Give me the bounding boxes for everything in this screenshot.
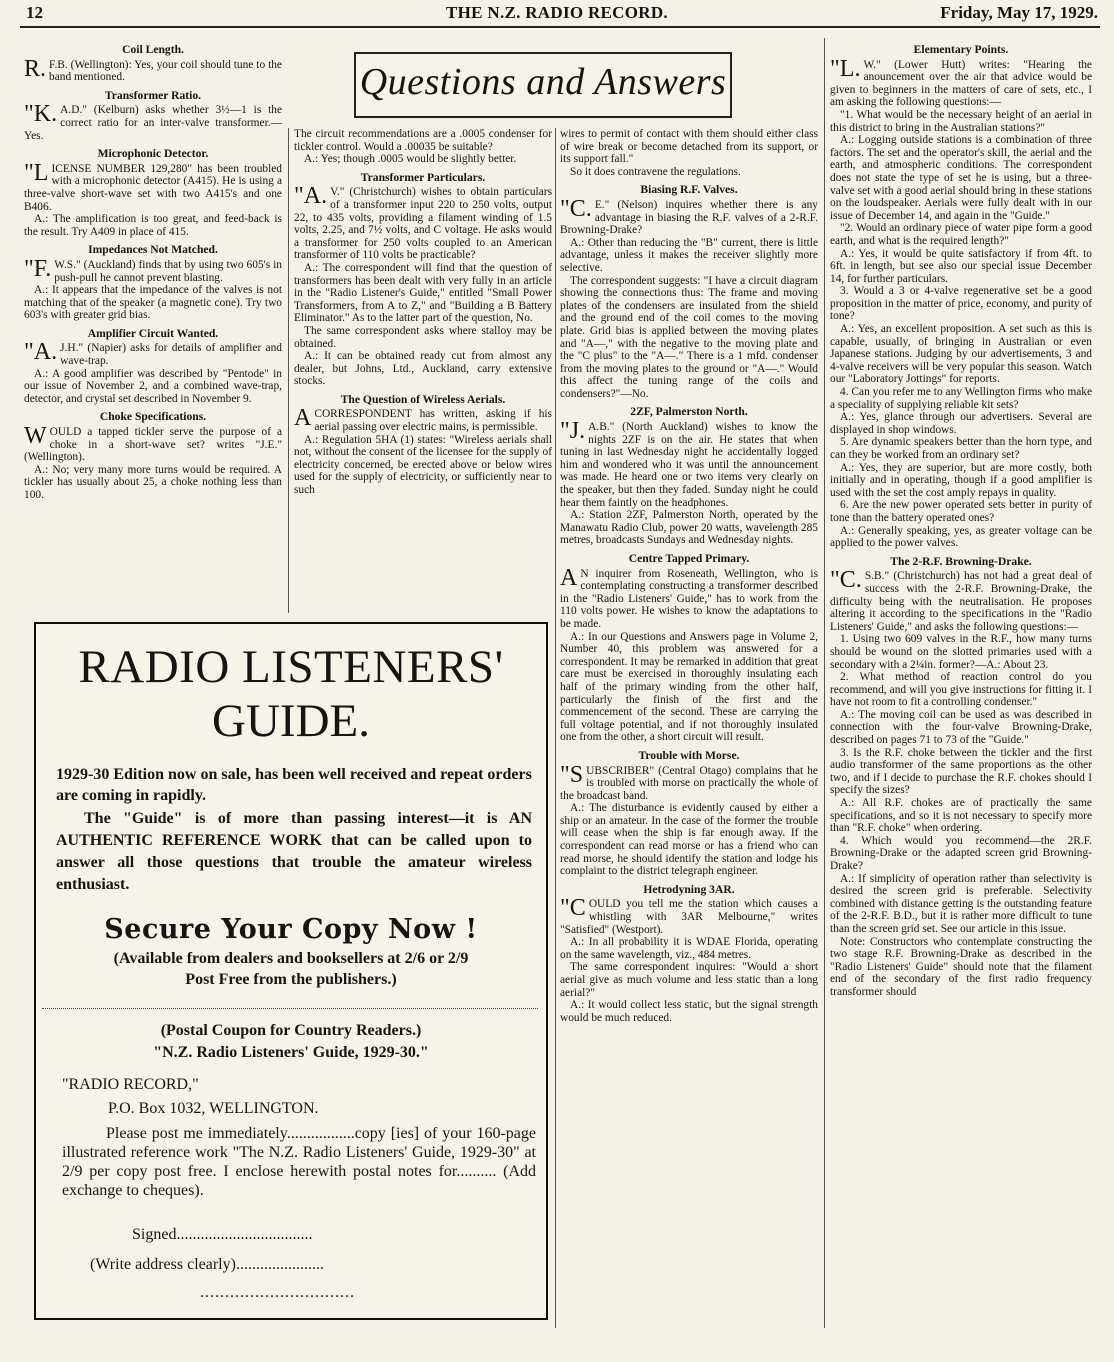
article-paragraph: 6. Are the new power operated sets better in purity of tone than the battery operated ones?: [830, 499, 1092, 524]
ad-title: GUIDE.: [212, 695, 370, 747]
article-paragraph: Note: Constructors who contemplate constructing the two stage R.F. Browning-Drake as described in the "Radio Listeners' Guide" should note that the filament end of the secondary of the first radio frequency transformer should: [830, 935, 1092, 998]
article-question: "C.S.B." (Christchurch) has not had a great deal of success with the 2-R.F. Browning-Drake, the difficulty being with the neutralisation. He proposes altering it according to the specifications in the "Radio Listeners' Guide," and asks the following questions:—: [830, 567, 1092, 633]
article-heading: Amplifier Circuit Wanted.: [87, 326, 219, 340]
ad-paragraph: 1929-30 Edition now on sale, has been well received and repeat orders are coming in rapidly.: [56, 766, 532, 804]
coupon-subheading: "N.Z. Radio Listeners' Guide, 1929-30.": [153, 1044, 429, 1061]
article-heading: Choke Specifications.: [99, 410, 207, 424]
ad-title: RADIO LISTENERS': [78, 641, 504, 693]
article-heading: Coil Length.: [122, 43, 184, 56]
article-paragraph: A.: All R.F. chokes are of practically the same specifications, and so it is not necessary to specify more than "R.F. choke" when ordering.: [830, 797, 1092, 835]
article-continuation: wires to permit of contact with them should either class of wire break or become detached from its support, or its support fall.": [560, 128, 818, 166]
article-heading: Impedances Not Matched.: [88, 243, 218, 257]
article-paragraph: A.: Yes, it would be quite satisfactory if from 4ft. to 6ft. in length, but see also our special issue December 14, for further particulars.: [830, 247, 1092, 285]
article-heading: Transformer Ratio.: [104, 88, 202, 102]
article-question: R.F.B. (Wellington): Yes, your coil should tune to the band mentioned.: [24, 55, 282, 84]
article-heading: The 2-R.F. Browning-Drake.: [890, 554, 1032, 568]
article-question: "COULD you tell me the station which causes a whistling with 3AR Melbourne," writes "Satisfied" (Westport).: [560, 895, 818, 936]
article-paragraph: A.: Station 2ZF, Palmerston North, operated by the Manawatu Radio Club, power 20 watts, wavelength 285 metres, broadcasts Sundays and Wednesday nights.: [560, 509, 818, 547]
article-paragraph: A.: Yes, they are superior, but are more costly, both initially and in operating, though if a good amplifier is used with the set the cost amply repays in quality.: [830, 461, 1092, 499]
article-paragraph: A.: No; very many more turns would be required. A tickler has usually about 25, a choke nothing less than 100.: [24, 463, 282, 501]
column-3: [560, 128, 818, 1320]
article-paragraph: 1. Using two 609 valves in the R.F., how many turns should be wound on the slotted primaries used with a secondary with a 2¼in. former?—A.: About 23.: [830, 633, 1092, 671]
article-paragraph: A.: It appears that the impedance of the valves is not matching that of the speaker (a magnetic cone). Try two 603's with greater grid bias.: [24, 284, 282, 322]
section-title-box: [354, 52, 732, 118]
article-question: "SUBSCRIBER" (Central Otago) complains that he is troubled with morse on practically the whole of the broadcast band.: [560, 761, 818, 802]
column-1: [24, 38, 282, 598]
article-paragraph: A.: If simplicity of operation rather than selectivity is desired the screen grid is preferable. Selectivity combined with distance getting is the outstanding feature of the 2-R.F. B.D., but it is rather more difficult to tune than the screen grid set. See our article in this issue.: [830, 872, 1092, 935]
article-paragraph: The correspondent suggests: "I have a circuit diagram showing the connections thus: The frame and moving plates of the condensers are insulated from the shield and the ground end of the coil comes to the moving plate. Grid bias is applied between the moving plates and "A—," with the negative to the moving plate and the "C plus" to the "A—." There is a 1 mfd. condenser from the moving plates to the ground or "A—." Would this affect the tuning range of the coils and condensers?"—No.: [560, 274, 818, 400]
column-4: [830, 38, 1092, 1320]
article-heading: Microphonic Detector.: [97, 147, 209, 161]
article-paragraph: A.: Logging outside stations is a combination of three factors. The set and the operator's skill, the aerial and the earth, and atmospheric conditions. The correspondent does not state the type of set he is using, but a three-valve set with a good aerial should bring in these stations on the loudspeaker. Aerials were fully dealt with in our issue of December 14, and again in the "Guide.": [830, 134, 1092, 222]
column-divider: [824, 38, 825, 1328]
article-heading: Transformer Particulars.: [360, 170, 486, 184]
article-paragraph: A.: Yes, glance through our advertisers. Several are displayed in shop windows.: [830, 411, 1092, 436]
coupon-address-line: (Write address clearly)......................: [90, 1256, 324, 1273]
article-heading: Hetrodyning 3AR.: [643, 882, 735, 896]
article-paragraph: A.: It would collect less static, but the signal strength would be much reduced.: [560, 999, 818, 1024]
article-question: AN inquirer from Roseneath, Wellington, who is contemplating constructing a transformer described in the "Radio Listeners' Guide," has to work from the 110 volts power. He wishes to know the adaptations to be made.: [560, 564, 818, 630]
article-question: "LICENSE NUMBER 129,280" has been troubled with a microphonic detector (A415). He is using a three-valve short-wave set with two A415's and one B406.: [24, 159, 282, 213]
article-paragraph: 3. Would a 3 or 4-valve regenerative set be a good proposition in the matter of price, economy, and purity of tone?: [830, 285, 1092, 323]
article-paragraph: A.: In our Questions and Answers page in Volume 2, Number 40, this problem was answered for a correspondent. It may be remarked in addition that great care must be exercised in thoroughly insulating each half of the primary winding from the other half, particularly the finish of the first and the commencement of the second. These are carrying the full voltage potential, and if not thoroughly insulated one from the other, a short circuit will result.: [560, 630, 818, 744]
coupon-address: P.O. Box 1032, WELLINGTON.: [108, 1100, 319, 1117]
coupon-order-text: Please post me immediately.................copy [ies] of your 160-page illustrated reference work "The N.Z. Radio Listeners' Guide, 1929-30" at 2/9 per copy post free. I enclose herewith postal notes for.......... (Add exchange to cheques).: [62, 1125, 536, 1199]
article-question: "J.A.B." (North Auckland) wishes to know the nights 2ZF is on the air. He states that when tuning in last Wednesday night he accidentally logged him and wondered who it was until the announcement was made. He heard one or two items very clearly on the speaker, but then they faded. Sunday night he could hear them faintly on the headphones.: [560, 418, 818, 509]
column-divider: [555, 128, 556, 1328]
article-paragraph: A.: The disturbance is evidently caused by either a ship or an amateur. In the case of the former the trouble will cease when the ship is far enough away. If the correspondent can read morse or has a friend who can read morse, he should identify the station and lodge his complaint to the district telegraph engineer.: [560, 802, 818, 878]
coupon-address: "RADIO RECORD,": [62, 1076, 199, 1093]
issue-date: Friday, May 17, 1929.: [940, 3, 1098, 22]
article-paragraph: 4. Which would you recommend—the 2R.F. Browning-Drake or the adapted screen grid Browning-Drake?: [830, 834, 1092, 872]
publication-title: THE N.Z. RADIO RECORD.: [446, 3, 668, 22]
column-2: [294, 128, 552, 610]
article-paragraph: So it does contravene the regulations.: [570, 165, 741, 178]
article-paragraph: 4. Can you refer me to any Wellington firms who make a speciality of supplying reliable kit sets?: [830, 386, 1092, 411]
article-paragraph: "1. What would be the necessary height of an aerial in this district to bring in the Australian stations?": [830, 108, 1092, 134]
article-paragraph: A.: It can be obtained ready cut from almost any dealer, but Johns, Ltd., Auckland, carry extensive stocks.: [294, 350, 552, 388]
article-question: WOULD a tapped tickler serve the purpose of a choke in a short-wave set? writes "J.E." (Wellington).: [24, 423, 282, 464]
ad-headline: Secure Your Copy Now !: [104, 914, 478, 945]
article-paragraph: A.: The amplification is too great, and feed-back is the result. Try A409 in place of 415.: [24, 213, 282, 238]
masthead-rule: [20, 26, 1100, 28]
article-paragraph: The same correspondent inquires: "Would a short aerial give as much volume and less static than a long aerial?": [560, 961, 818, 999]
article-paragraph: A.: The correspondent will find that the question of transformers has been dealt with very fully in an article in the "Radio Listener's Guide," entitled "Small Power Transformers, from A to Z," and "Building a B Battery Eliminator." As to the latter part of the question, No.: [294, 261, 552, 325]
article-paragraph: A.: Other than reducing the "B" current, there is little advantage, unless it makes the receiver slightly more selective.: [560, 236, 818, 274]
article-paragraph: "2. Would an ordinary piece of water pipe form a good earth, and what is the required length?": [830, 222, 1092, 247]
column-divider: [288, 128, 289, 613]
article-paragraph: The same correspondent asks where stalloy may be obtained.: [294, 324, 552, 350]
article-paragraph: 2. What method of reaction control do you recommend, and will you give instructions for fitting it. I have not room to fit a controlling condenser.": [830, 671, 1092, 709]
coupon-heading: (Postal Coupon for Country Readers.): [160, 1022, 422, 1039]
article-paragraph: A.: Yes; though .0005 would be slightly better.: [304, 153, 517, 166]
article-question: "L.W." (Lower Hutt) writes: "Hearing the anouncement over the air that advice would be given to beginners in the matters of care of sets, etc., I am asking the following questions:—: [830, 55, 1092, 109]
article-question: "C.E." (Nelson) inquires whether there is any advantage in biasing the R.F. valves of a 2-R.F. Browning-Drake?: [560, 195, 818, 237]
ad-paragraph: The "Guide" is of more than passing interest—it is AN AUTHENTIC REFERENCE WORK that can be called upon to answer all those questions that trouble the amateur wireless enthusiast.: [56, 810, 532, 893]
article-paragraph: A.: The moving coil can be used as was described in connection with the four-valve Browning-Drake, described on pages 71 to 73 of the "Guide.": [830, 708, 1092, 747]
coupon-blank-line: ...............................: [200, 1284, 355, 1301]
ad-availability: (Available from dealers and booksellers at 2/6 or 2/9: [113, 950, 469, 967]
article-paragraph: 3. Is the R.F. choke between the tickler and the first audio transformer of the same proportions as the other two, and if I decide to purchase the R.F. chokes should I specify the sizes?: [830, 746, 1092, 797]
article-question: "A.J.H." (Napier) asks for details of amplifier and wave-trap.: [24, 339, 282, 368]
article-question: ACORRESPONDENT has written, asking if his aerial passing over electric mains, is permissible.: [294, 405, 552, 434]
ad-availability: Post Free from the publishers.): [185, 971, 397, 988]
article-question: "A.V." (Christchurch) wishes to obtain particulars of a transformer input 220 to 250 volts, output 22, to 435 volts, providing a filament winding of 1.5 volts, 2.25, and 7½ volts, and C voltage. He asks would a transformer for 250 volts coupled to an American transformer of 110 volts be practicable?: [294, 183, 552, 262]
article-heading: Centre Tapped Primary.: [628, 552, 750, 565]
masthead: [0, 0, 1114, 28]
article-heading: 2ZF, Palmerston North.: [630, 405, 748, 419]
article-heading: Biasing R.F. Valves.: [640, 183, 738, 197]
article-paragraph: 5. Are dynamic speakers better than the horn type, and can they be worked from an ordinary set?: [830, 436, 1092, 461]
article-question: "F.W.S." (Auckland) finds that by using two 605's in push-pull he cannot prevent blasting.: [24, 255, 282, 284]
article-question: "K.A.D." (Kelburn) asks whether 3½—1 is the correct ratio for an inter-valve transformer.—Yes.: [24, 101, 282, 142]
article-heading: Trouble with Morse.: [638, 748, 740, 762]
coupon-cut-line: [42, 1008, 538, 1009]
guide-advertisement: [34, 622, 548, 1320]
article-heading: The Question of Wireless Aerials.: [340, 392, 506, 406]
section-title: Questions and Answers: [359, 61, 727, 103]
page-number: 12: [26, 3, 43, 22]
article-heading: Elementary Points.: [913, 43, 1009, 56]
article-paragraph: A.: Yes, an excellent proposition. A set such as this is capable, usually, of bringing in Australian or even Japanese stations. Judging by our advertisements, 3 and 4-valve receivers will be very popular this season. Watch our "Laboratory Jottings" for reports.: [830, 323, 1092, 386]
article-paragraph: A.: Regulation 5HA (1) states: "Wireless aerials shall not, without the consent of the licensee for the supply of electricity concerned, be erected above or below wires used for the supply of electricity, or sufficiently near to such: [294, 433, 552, 497]
article-paragraph: A.: A good amplifier was described by "Pentode" in our issue of November 2, and a combined wave-trap, detector, and crystal set described in November 9.: [24, 367, 282, 405]
coupon-signature-line: Signed..................................: [132, 1226, 313, 1243]
article-paragraph: A.: Generally speaking, yes, as greater voltage can be applied to the power valves.: [830, 524, 1092, 550]
article-paragraph: A.: In all probability it is WDAE Florida, operating on the same wavelength, viz., 484 metres.: [560, 936, 818, 961]
article-continuation: The circuit recommendations are a .0005 condenser for tickler control. Would a .00035 be suitable?: [294, 128, 552, 153]
